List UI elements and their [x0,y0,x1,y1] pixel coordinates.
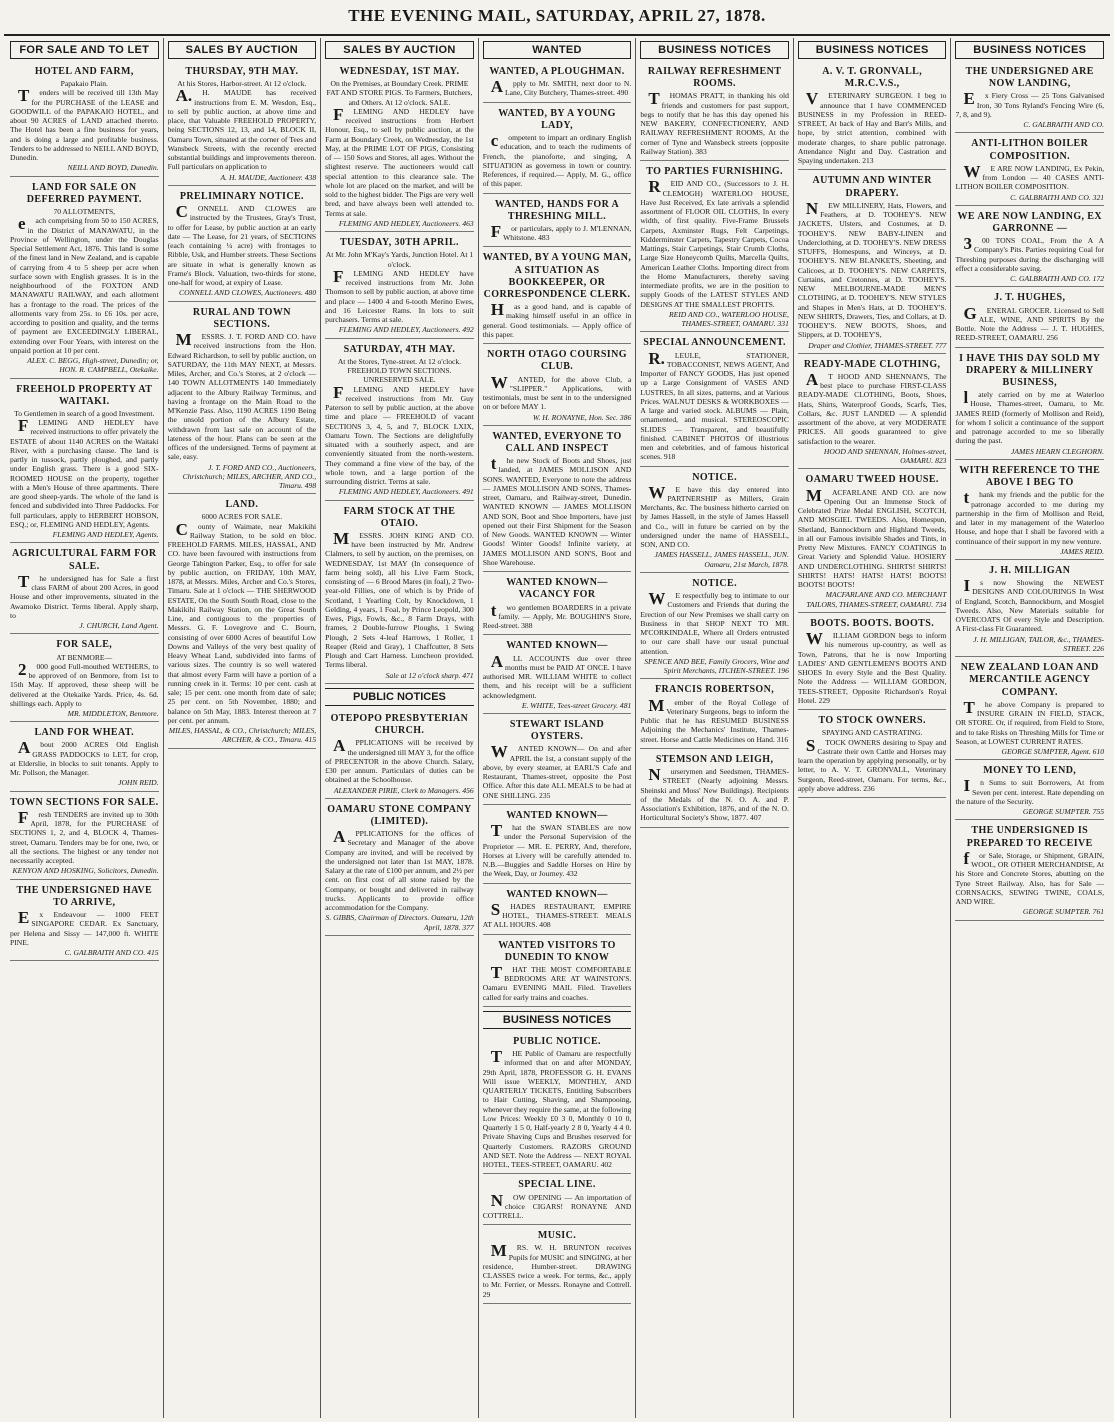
ad-subtitle: 6000 ACRES FOR SALE. [201,512,283,522]
ad-body: 2000 good Full-mouthed WETHERS, to be approved of on Benmore, from 1st to 15th May. If approved, these sheep will be delivered at the Otekaike Yards. Price, 4s. 6d. shillings each. Apply to [10,659,159,708]
ad-title: WANTED KNOWN— [506,640,608,652]
ad-body: That the SWAN STABLES are now under the Personal Supervision of the Proprietor — MR. E. PERRY, And, therefore, Horses at Livery will be carefully attended to. N.B.—Buggies and Saddle Horses on Hire by the Week, Day, or Journey. 432 [482,821,632,879]
advertisement [325,341,474,501]
ad-body: A.H. MAUDE has received instructions from E. M. Wesdon, Esq., to sell by public auction, at above time and place, that Valuable FREEHOLD PROPERTY, being SECTIONS 12, 13, and 14, BLOCK II, Oamaru Town, situated at the corner of Tees and Wansbeck Streets, with the recently erected substantial buildings and improvements thereon. Full particulars on application to [167,86,317,172]
advertisement [168,188,317,302]
ad-signature: MR. MIDDLETON, Benmore. [67,709,159,718]
advertisement [168,63,317,186]
ad-title: NEW ZEALAND LOAN AND MERCANTILE AGENCY COMPANY. [960,662,1099,698]
ad-signature: REID AND CO., WATERLOO HOUSE, THAMES-STREET, OAMARU. 331 [668,309,789,329]
ad-signature: A. H. MAUDE, Auctioneer. 438 [220,172,317,182]
advertisement [798,356,947,470]
advertisement [640,63,789,161]
ad-body: R.LEULE, STATIONER, TOBACCONIST, NEWS AGENT, And Importer of FANCY GOODS, Has just opened up a Large Consignment of VASES AND LUSTRES, In all sizes, patterns, and at Various Prices. WALNUT DESKS & WORKBOXES — A large and varied stock. ALBUMS — Plain, ornamented, and musical. STEREOSCOPIC SLIDES — Transparent, and beautifully finished. CABINET PHOTOS Of illustrious men and celebrities, and of famous historical scenes. 918 [640,348,789,462]
advertisement [483,105,632,194]
ad-title: SATURDAY, 4TH MAY. [343,343,456,355]
ad-body: thank my friends and the public for the patronage accorded to me during my partnership in the firm of Mollison and Reid, and later in my management of the Waterloo House, and hope that I shall be favored with a continuance of their support in my new venture. [955,488,1105,546]
ad-title: J. T. HUGHES, [994,292,1066,304]
advertisement [325,503,474,684]
ad-title: WANTED, EVERYONE TO CALL AND INSPECT [492,430,622,454]
advertisement [640,575,789,679]
ad-signature: GEORGE SUMPTER. 755 [1022,807,1105,817]
ad-signature: KENYON AND HOSKING, Solicitors, Dunedin. [12,866,159,876]
ad-body: REID AND CO., (Successors to J. H. CLEMOGH) WATERLOO HOUSE, Have Just Received, Ex late arrivals a splendid assortment of FLOOR OIL CLOTHS, In every width, of first quality. Five-Frame Brussels Carpets, Axminster Rugs, Felt Carpetings, Kidderminster Carpets, Tapestry Carpets, Cocoa Mattings, Stair Carpetings, Stair Crumb Cloths, Large Size Honeycomb Quilts, Marcella Quilts, American Leather Cloths. Importing direct from the Home Manufacturers, thereby saving intermediate profits, we are in the position to supply Goods of the LATEST STYLES AND DESIGNS AT THE SMALLEST PROFITS. [640,177,789,309]
ad-title: THE UNDERSIGNED ARE NOW LANDING, [965,66,1094,90]
advertisement [168,304,317,495]
ad-title: OAMARU STONE COMPANY (LIMITED). [327,803,472,827]
ad-title: AGRICULTURAL FARM FOR SALE. [12,548,157,572]
ad-body: Apply to Mr. SMITH, next door to N. Lane, City Butchery, Thames-street. 490 [490,77,632,98]
ad-body: GENERAL GROCER. Licensed to Sell ALE, WINE, AND SPIRITS By the Bottle. Note the Address — J. T. HUGHES, REED-STREET, OAMARU. 256 [955,303,1105,343]
ad-title: WE ARE NOW LANDING, EX GARRONNE — [957,210,1102,234]
advertisement [798,712,947,798]
ad-title: THE UNDERSIGNED HAVE TO ARRIVE, [16,884,153,908]
ad-signature: Sale at 12 o'clock sharp. 471 [385,670,474,680]
ad-body: WE respectfully beg to intimate to our Customers and Friends that during the Erection of our New Premises we shall carry on Business in that SHOP NEXT TO MR. M'CORKINDALE, Where all Orders entrusted to our care shall have our usual punctual attention. [640,589,789,656]
ad-body: ALL ACCOUNTS due over three months must be PAID AT ONCE. I have authorised MR. WILLIAM WHITE to collect them, and his receipt will be a sufficient acknowledgment. [482,651,632,700]
advertisement [955,822,1104,920]
advertisement [10,794,159,880]
masthead-rule [4,34,1110,36]
advertisement [640,751,789,828]
ad-signature: C. GALBRAITH AND CO. 415 [64,948,159,957]
column-3 [320,38,478,1418]
ad-body: In Sums to suit Borrowers, At from Seven per cent. interest. Rate depending on the nature of the Security. [955,776,1105,806]
ad-signature: J. CHURCH, Land Agent. [79,621,159,631]
ad-title: TUESDAY, 30TH APRIL. [339,237,459,249]
advertisement [483,1176,632,1225]
advertisement [955,289,1104,347]
ad-signature: C. GALBRAITH AND CO. 321 [1010,192,1105,202]
ad-body: Tenders will be received till 13th May for the PURCHASE of the LEASE and GOODWILL of the PAPAKAIO HOTEL, and about 90 ACRES of LAND attached thereto. The Hotel has been a fine business for years, and is doing a large and profitable business. Tenders to be addressed to NEILL AND BOYD, Dunedin. [10,86,159,163]
column-2 [163,38,321,1418]
ad-title: READY-MADE CLOTHING, [803,358,941,370]
ad-signature: MILES, HASSAL, & CO., Christchurch; MILES, ARCHER, & CO., Timaru. 415 [168,726,317,745]
ad-title: TO PARTIES FURNISHING. [646,166,783,178]
advertisement [325,801,474,936]
advertisement [483,63,632,103]
ad-body: MESSRS. J. T. FORD AND CO. have received instructions from the Hon. Edward Richardson, to sell by public auction, on SATURDAY, the 11th MAY NEXT, at Messrs. Miles, Archer, and Co.'s Stores, at 2 o'clock — 140 TOWN ALLOTMENTS 140 Immediately adjacent to the Albury Railway Terminus, and having a frontage on the Main Road to the M'Kenzie Pass. Also, 1190 ACRES 1190 Being the unsold portion of the Albury Estate, withdrawn from last sale on account of the lateness of the hour. Plans can be seen at the offices of the undersigned. Terms of payment at sale, easy. [167,330,317,462]
ad-title: STEWART ISLAND OYSTERS. [509,719,605,743]
ad-signature: NEILL AND BOYD, Dunedin. [67,163,159,173]
ad-body: two gentlemen BOARDERS in a private family. — Apply, Mr. BOUGHIN'S Store, Reed-street. 388 [482,600,632,631]
advertisement [483,886,632,935]
column-4 [478,38,636,1418]
masthead: THE EVENING MAIL, SATURDAY, APRIL 27, 1878. [348,6,766,25]
ad-body: Is now Showing the NEWEST DESIGNS AND COLOURINGS In West of England, Scotch, Bannockburn, and Mosgiel Tweeds. Also, New Materials suitable for OVERCOATS Of every Style and Description. A First-class Fit Guaranteed. [955,576,1105,634]
ad-body: County of Waimate, near Makikihi Railway Station, to be sold en bloc. FREEHOLD FARMS. MILES, HASSAL, AND CO. have been favoured with instructions from George Tabington Parker, Esq., to offer for sale by public auction, on FRIDAY, 10th MAY, 1878, at Messrs. Miles, Archer and Co.'s Stores, Timaru. Sale at 1 o'clock — THE SHERWOOD ESTATE, On the South South Road, close to the Makikihi Railway Station, on the Great South Line, and contiguous to the properties of Messrs. G. F. Lovegrove and C. Bourn, consisting of over 6000 Acres of beautiful Low Downs and Valleys of the very best quality of Heavy Wheat Land, subdivided into farms of various sizes. The country is so well watered that almost every Farm will have a portion of a running creek in it. Terms: 10 per cent. cash at sale; 15 per cent. one month from date of sale; 25 per cent. on 5th November, 1880; and balance on 5th May, 1883. Interest thereon at 7 per cent. per annum. [167,519,317,725]
ad-title: WITH REFERENCE TO THE ABOVE I BEG TO [959,464,1101,489]
ad-body: About 2000 ACRES Old English GRASS PADDOCKS to LET, for crop, at Elderslie, in blocks to suit tenants. Apply to Mr. Pollson, the Manager. [10,738,159,778]
ad-body: The undersigned has for Sale a first class FARM of about 200 Acres, in good House and other improvements, situated in the Awamoko District. Terms liberal. Apply sharp, to [10,571,159,620]
ad-title: SPECIAL LINE. [518,1179,596,1191]
ad-body: Fresh TENDERS are invited up to 30th April, 1878, for the PURCHASE of SECTIONS 1, 2, and 4, BLOCK 4, Thames-street, Oamaru. Tenders may be for one, two, or all the sections. The highest or any tender not necessarily accepted. [10,807,159,866]
ad-title: OTEPOPO PRESBYTERIAN CHURCH. [330,712,469,737]
ad-body: competent to impart an ordinary English education, and to teach the rudiments of French, the pianoforte, and singing, A SITUATION as governess in town or country. References, if required.— Apply, M. G., office of this paper. [482,131,632,189]
ad-body: Ex Endeavour — 1000 FEET SINGAPORE CEDAR. Ex Sanctuary, per Helena and Sissy — 147,000 ft. WHITE PINE. [10,908,159,947]
ad-body: THOMAS PRATT, in thanking his old friends and customers for past support, begs to notify that he has this day opened his NEW BAKERY, CONFECTIONERY, AND RAILWAY REFRESHMENT ROOMS, At the corner of Tyne and Wansbeck streets (opposite Railway Station). 383 [640,89,789,156]
column-1 [6,38,163,1418]
ad-title: THE UNDERSIGNED IS PREPARED TO RECEIVE [966,825,1093,849]
ad-title: I HAVE THIS DAY SOLD MY DRAPERY & MILLINERY BUSINESS, [959,352,1101,388]
column-heading: BUSINESS NOTICES [955,41,1104,59]
advertisement [483,249,632,344]
ad-subtitle: At his Stores, Harbor-street. At 12 o'clock. [177,79,307,89]
ad-title: J. H. MILLIGAN [989,565,1071,576]
ad-title: WANTED KNOWN—VACANCY FOR [506,577,608,601]
advertisement [10,724,159,791]
ad-signature: CONNELL AND CLOWES, Auctioneers. 480 [179,288,317,298]
ad-title: TOWN SECTIONS FOR SALE. [10,796,159,808]
advertisement [798,63,947,170]
ad-body: WE ARE NOW LANDING, Ex Pekin, from London — 40 CASES ANTI-LITHON BOILER COMPOSITION. [955,161,1105,192]
column-5 [635,38,793,1418]
advertisement [10,381,159,544]
ad-title: RURAL AND TOWN SECTIONS. [192,306,291,330]
ad-title: BOOTS. BOOTS. BOOTS. [810,617,935,629]
ad-title: WANTED, A PLOUGHMAN. [489,66,625,77]
ad-title: LAND. [225,499,259,511]
ad-signature: JAMES HEARN CLEGHORN. [1011,446,1105,456]
advertisement [483,637,632,714]
advertisement [483,1227,632,1304]
advertisement [955,762,1104,820]
ad-signature: C. GALBRAITH AND CO. 172 [1010,274,1105,284]
column-heading: WANTED [483,41,632,59]
ad-signature: JOHN REID. [118,778,159,788]
ad-body: WE have this day entered into PARTNERSHIP as Millers, Grain Merchants, &c. The business hitherto carried on by James Hassell, in the style of James Hassell and Co., will in future be carried on by the undersigned under the name of HASSELL, SON, AND CO. [640,482,789,550]
advertisement [955,63,1104,133]
ad-title: NOTICE. [692,471,737,483]
ad-body: AT HOOD AND SHENNAN'S, The best place to purchase FIRST-CLASS READY-MADE CLOTHING, Boots, Shoes, Hats, Shirts, Waterproof Goods, Scarfs, Ties, Collars, &c. JUST LANDED — A splendid assortment of the above, at very MODERATE PRICES. All goods guaranteed to give satisfaction to the wearer. [797,369,947,446]
ad-body: WILLIAM GORDON begs to inform his numerous up-country, as well as Town, Patrons, that he is now Importing LADIES' AND GENTLEMEN'S BOOTS AND SHOES In every Style and the Best Quality. Note the Address — WILLIAM GORDON, TEES-STREET, Opposite Richardson's Royal Hotel. 229 [797,629,947,705]
ad-title: FRANCIS ROBERTSON, [655,684,775,696]
ad-subtitle: 70 ALLOTMENTS, [53,207,116,217]
ad-title: WANTED, BY A YOUNG LADY, [498,107,616,131]
ad-body: the new Stock of Boots and Shoes, just landed, at JAMES MOLLISON AND SONS. WANTED, Everyone to note the address — JAMES MOLLISON AND SONS, Thames-street, Oamaru, and Railway-street, Dunedin. WANTED KNOWN — JAMES MOLLISON AND SON, Boot and Shoe Importers, have just opened out their First Shipment for the Season of New Goods. WANTED KNOWN — Winter Goods! Winter Goods! Infinite variety, at JAMES MOLLISON AND SON'S, Boot and Shoe Warehouse. [482,454,632,567]
ad-body: for Sale, Storage, or Shipment, GRAIN, WOOL, OR OTHER MERCHANDISE, At his Store and Concrete Stores, abutting on the Tyne Street Railway. Also, has for Sale — CORNSACKS, SEWING TWINE, COALS, AND WIRE. [955,848,1105,907]
ad-signature: SPENCE AND BEE, Family Grocers, Wine and Spirit Merchants, ITCHEN-STREET. 196 [644,656,789,676]
ad-subtitle: At Mr. John M'Kay's Yards, Junction Hotel. At 1 o'clock. [325,250,474,269]
ad-body: THAT THE MOST COMFORTABLE BEDROOMS ARE AT WAINSTON'S. Oamaru EVENING MAIL Filed. Travellers called for early trains and coaches. [482,962,632,1002]
advertisement [483,716,632,805]
column-heading: BUSINESS NOTICES [798,41,947,59]
ad-signature: S. GIBBS, Chairman of Directors. Oamaru, 12th April, 1878. 377 [325,913,474,932]
ad-title: NORTH OTAGO COURSING CLUB. [487,349,627,373]
ad-body: STOCK OWNERS desiring to Spay and Castrate their own Cattle and Horses may learn the operation by applying personally, or by letter, to A. V. T. GRONVALL, Veterinary Surgeon, Reed-street, Oamaru. For terms, &c., apply above address. 236 [797,735,947,793]
ad-body: WANTED, for the above Club, a "SLIPPER." Applications, with testimonials, must be sent in to the undersigned on or before MAY 1. [482,372,632,412]
ad-body: Member of the Royal College of Veterinary Surgeons, begs to inform the Public that he has RESUMED BUSINESS Adjoining the Mechanics' Institute, Thames-street. Horse and Cattle Medicines on Hand. 316 [640,695,789,744]
column-heading: BUSINESS NOTICES [640,41,789,59]
advertisement [10,63,159,177]
advertisement [483,428,632,572]
ad-title: SPECIAL ANNOUNCEMENT. [643,337,786,349]
ad-signature: FLEMING AND HEDLEY, Agents. [52,530,159,540]
ad-body: Nurserymen and Seedsmen, THAMES-STREET (Nearly adjoining Messrs. Sheinski and Moss' New Buildings). Recipients of the Medals of the N. O. A. and P. Association's Exhibition, 1876, and of the N. O. Horticultural Society's Show, 1877. 407 [640,765,789,823]
ad-body: CONNELL AND CLOWES are instructed by the Trustees, Gray's Trust, to offer for Lease, by public auction at an early date — The Lease, for 21 years, of SECTIONS (each containing ¼ acre) with frontages to Ribble, Usk, and Humber streets. These Sections are situate in what is generally known as Frame's Block. Valuation, two-thirds for stone, one-half for wood, at expiry of Lease. [167,202,317,288]
ad-signature: JAMES REID. [1060,546,1105,556]
advertisement [483,574,632,635]
ad-body: Has a good hand, and is capable of making himself useful in an office in general. Good testimonials. — Apply office of this paper. [482,300,632,339]
ad-body: MACFARLANE AND CO. are now Opening Out an Immense Stock of Celebrated Prize Medal ENGLISH, SCOTCH, AND MOSGIEL TWEEDS. Also, Homespun, Shetland, Bannockburn and Highland Tweeds, in all our Famous invisible Shades and Tints, in Pretty New Mixtures. FANCY COATINGS In Great Variety and Splendid Value. HOSIERY AND UNDERCLOTHING. SHIRTS! SHIRTS! SHIRTS! HATS! HATS! HATS! BOOTS! BOOTS! BOOTS! [797,485,947,590]
ad-title: WANTED KNOWN— [506,888,608,900]
advertisement [955,135,1104,205]
advertisement [10,636,159,722]
ad-title: OAMARU TWEED HOUSE. [805,474,939,486]
ad-title: LAND FOR WHEAT. [34,727,135,739]
ad-title: WANTED, BY A YOUNG MAN, A SITUATION AS BOOKKEEPER, OR CORRESPONDENCE CLERK. [482,252,632,300]
ad-body: APPLICATIONS will be received by the undersigned till MAY 3, for the office of PRECENTOR in the above Church. Salary, £30 per annum. Particulars of duties can be obtained at the Schoolhouse. [325,736,474,785]
ad-subtitle: AT BENMORE— [56,652,113,662]
ad-signature: ALEXANDER PIRIE, Clerk to Managers. 456 [333,785,474,795]
ad-body: FLEMING AND HEDLEY have received instructions from Mr. John Thomson to sell by public auction, at above time and place — 1400 4 and 6-tooth Merino Ewes, and 16 Leicester Rams. In lots to suit purchasers. Terms at sale. [325,266,474,325]
ad-body: The above Company is prepared to INSURE GRAIN IN FIELD, STACK, OR STORE. Or, if required, from Field to Store, and to take Risks on Threshing Mills for Time or Season, at LOWEST CURRENT RATES. [955,697,1105,746]
ad-subtitle: To Gentlemen in search of a good Investment. [14,408,155,418]
ad-body: lately carried on by me at Waterloo House, Thames-street, Oamaru, to Mr. JAMES REID (formerly of Mollison and Reid), for whom I solicit a continuance of the support and patronage accorded to me so liberally during the past. [955,388,1105,446]
ad-title: TO STOCK OWNERS. [818,715,926,727]
ad-body: 300 TONS COAL, From the A A Company's Pits. Parties requiring Coal for Threshing purposes during the discharging will effect a considerable saving. [955,234,1105,273]
columns [6,38,1108,1418]
ad-title: MUSIC. [537,1230,577,1242]
ad-title: NOTICE. [692,577,737,589]
ad-title: RAILWAY REFRESHMENT ROOMS. [647,66,782,90]
ad-subtitle: SPAYING AND CASTRATING. [821,728,923,738]
ad-title: AUTUMN AND WINTER DRAPERY. [812,175,932,199]
advertisement [325,63,474,232]
advertisement [325,710,474,799]
ad-body: SHADES RESTAURANT, EMPIRE HOTEL, THAMES-STREET. MEALS AT ALL HOURS. 408 [482,899,632,930]
ad-signature: FLEMING AND HEDLEY, Auctioneers. 463 [338,218,474,228]
ad-signature: GEORGE SUMPTER. 761 [1022,907,1105,917]
advertisement [640,681,789,748]
ad-body: each comprising from 50 to 150 ACRES, in the District of MANAWATU, in the Province of Wellington, under the Douglas Special Settlement Act, 1876. This land is some of the finest land in New Zealand, and is capable of carrying from 4 to 5 sheep per acre when surface sown with English grasses. It is in the neighbourhood of the FOXTON AND MANAWATU RAILWAY, and each allotment has a frontage to the road. The prices of the allotments vary from 25s. to £6 10s. per acre, according to position and quality, and the terms of payment are EXCEEDINGLY LIBERAL, extending over Four Years, with interest on the unpaid portion at 10 per cent. [10,214,159,355]
advertisement [955,462,1104,560]
advertisement [483,196,632,248]
column-heading: SALES BY AUCTION [168,41,317,59]
ad-body: WANTED KNOWN— On and after APRIL the 1st, a constant supply of the above, by every steamer, at EARL'S Cafe and Restaurant, Thames-street, opposite the Post Office. After this date ALL MEALS to be had at ONE SHILLING. 235 [482,742,632,800]
ad-body: MESSRS. JOHN KING AND CO. have been instructed by Mr. Andrew Clalmers, to sell by auction, on the premises, on WEDNESDAY, 1st MAY (In consequence of farm being sold), all his Live Farm Stock, consisting of — 6 Brood Mares (in foal), 2 Two-year-old Fillies, one of which is by Pride of Scotland, 1 Yearling Colt, by Knockdown, 1 Gelding, 4 years, 1 Foal, by Prince Leopold, 300 Ewes, Pigs, Fowls, &c., 8 Farm Drays, with frames, 2 Double-furrow Ploughs, 1 Swing Plough, 2 Sets 4-leaf Harrows, 1 Roller, 1 Reaper (Reid and Gray), 1 Chaffcutter, 8 Sets Plough and Cart Harness. Luncheon provided. Terms liberal. [325,528,474,670]
ad-body: For particulars, apply to J. M'LENNAN, Whitstone. 483 [490,221,632,243]
ad-body: FLEMING AND HEDLEY have received instructions from Mr. Guy Paterson to sell by public auction, at the above time and place — FREEHOLD of vacant SECTIONS 3, 4, 5, and 7, BLOCK LXIX, Oamaru Town. The Sections are delightfully situated with a southerly aspect, and are conveniently situated from the north-western. They command a fine view of the bay, of the whole town, and a large portion of the surrounding district. Terms at sale. [325,382,474,487]
column-heading: SALES BY AUCTION [325,41,474,59]
ad-signature: J. T. FORD AND CO., Auctioneers, Christchurch; MILES, ARCHER, AND CO., Timaru. 498 [182,462,317,490]
advertisement [10,179,159,379]
advertisement [483,937,632,1007]
ad-title: FARM STOCK AT THE OTAIO. [343,505,456,529]
advertisement [798,172,947,353]
advertisement [483,807,632,884]
advertisement [325,234,474,338]
ad-body: VETERINARY SURGEON. I beg to announce that I have COMMENCED BUSINESS in my Profession in REED-STREET, At back of Hay and Barr's Mills, and hope, by strict attention, combined with moderate charges, to share public patronage. Attendance Night and Day. Castration and Spaying undertaken. 213 [797,89,947,166]
advertisement [483,1033,632,1174]
advertisement [640,163,789,332]
ad-signature: FLEMING AND HEDLEY, Auctioneers. 491 [338,487,474,497]
ad-body: Ex Fiery Cross — 25 Tons Galvanised Iron, 30 Tons Ryland's Fencing Wire (6, 7, 8, and 9). [955,89,1105,119]
section-heading: BUSINESS NOTICES [483,1011,632,1029]
ad-signature: FLEMING AND HEDLEY, Auctioneers. 492 [338,325,474,335]
advertisement [955,562,1104,657]
ad-body: THE Public of Oamaru are respectfully informed that on and after MONDAY, 29th April, 1878, PROFESSOR G. H. EVANS Will issue WEEKLY, MONTHLY, AND QUARTERLY TICKETS, Entitling Subscribers to Hair Cutting, Shaving, and Shampooing, whenever they require the same, at the following Low Prices: Weekly £0 3 0, Monthly 0 10 0, Quarterly 1 5 0, Half-yearly 2 8 0, Yearly 4 4 0. Private Shaving Cups and Brushes reserved for Quarterly Customers. RAZORS GROUND AND SET. Note the Address — NEXT ROYAL HOTEL, TEES-STREET, OAMARU. 402 [482,1047,632,1170]
ad-signature: Draper and Clothier, THAMES-STREET. 777 [808,340,947,350]
ad-subtitle: On the Premises, at Boundary Creek. PRIME FAT AND STORE PIGS. To Farmers, Butchers, and Others. At 12 o'clock. SALE. [326,79,473,107]
advertisement [168,496,317,748]
advertisement [955,208,1104,288]
ad-title: ANTI-LITHON BOILER COMPOSITION. [971,138,1089,162]
ad-title: WEDNESDAY, 1ST MAY. [339,66,460,77]
ad-title: FOR SALE, [56,639,113,651]
ad-body: APPLICATIONS for the offices of Secretary and Manager of the above Company are invited, and will be received by the undersigned not later than 1st MAY, 1878. Salary at the rate of £100 per annum, and 2½ per cent. on first cost of all stone raised by the Company, or bought and delivered in railway trucks. Applicants to provide office accommodation for the Company. [325,827,474,913]
ad-signature: JAMES HASSELL, JAMES HASSELL, JUN. Oamaru, 21st March, 1878. [654,550,789,569]
advertisement [955,350,1104,460]
ad-signature: ALEX. C. BEGG, High-street, Dunedin; or, HON. R. CAMPBELL, Otekaike. [27,356,159,375]
advertisement [640,469,789,573]
advertisement [798,471,947,612]
ad-body: NEW MILLINERY, Hats, Flowers, and Feathers, at D. TOOHEY'S. NEW JACKETS, Ulsters, and Costumes, at D. TOOHEY'S. NEW BABY-LINEN and Underclothing, at D. TOOHEY'S. NEW DRESS STUFFS, Homespuns, and Winceys, at D. TOOHEY'S. NEW BLANKETS, Sheeting, and Calicoes, at D. TOOHEY'S. NEW CARPETS, Curtains, and Cretonnes, at D. TOOHEY'S. NEW MELBOURNE-MADE MEN'S CLOTHING, at D. TOOHEY'S. NEW STYLES and Shapes in Men's Hats, at D. TOOHEY'S. NEW SHIRTS, Drawers, Ties, and Collars, at D. TOOHEY'S. NEW BOOTS, Shoes, and Slippers, at D. TOOHEY'S, [797,198,947,340]
advertisement [10,545,159,634]
ad-title: MONEY TO LEND, [983,765,1077,777]
ad-signature: MACFARLANE AND CO. MERCHANT TAILORS, THAMES-STREET, OAMARU. 734 [806,590,947,609]
advertisement [10,882,159,962]
ad-body: NOW OPENING — An importation of choice CIGARS! RONAYNE AND COTTRELL. [482,1190,632,1220]
ad-title: STEMSON AND LEIGH, [655,753,774,765]
advertisement [955,659,1104,760]
advertisement [483,346,632,426]
ad-title: LAND FOR SALE ON DEFERRED PAYMENT. [26,181,142,205]
column-heading: FOR SALE AND TO LET [10,41,159,59]
ad-subtitle: At the Stores, Tyne-street. At 12 o'clock. FREEHOLD TOWN SECTIONS. UNRESERVED SALE. [337,356,462,385]
ad-signature: W. H. RONAYNE, Hon. Sec. 386 [532,412,632,422]
ad-signature: HOOD AND SHENNAN, Holmes-street, OAMARU. 823 [823,446,947,466]
ad-signature: E. WHITE, Tees-street Grocery. 481 [521,700,632,710]
ad-title: FREEHOLD PROPERTY AT WAITAKI. [16,383,153,407]
ad-signature: J. H. MILLIGAN, TAILOR, &c., THAMES-STREET. 226 [973,634,1105,653]
ad-title: THURSDAY, 9TH MAY. [185,66,299,77]
ad-body: FLEMING AND HEDLEY have received instructions from Herbert Honour, Esq., to sell by public auction, at the Farm at Boundary Creek, on Wednesday, the 1st May, at the PRIME LOT OF PIGS, Consisting of — 150 Sows and Stores, all ages. Without the slightest reserve. The auctioneers would call special attention to this clearance sale. The whole lot are placed on the market, and will be sold to the highest bidder. The Pigs are very well bred, and have always been well attended to. Terms at sale. [325,104,474,218]
ad-body: MRS. W. H. BRUNTON receives Pupils for MUSIC and SINGING, at her residence, Humber-street. DRAWING CLASSES twice a week. For terms, &c., apply to Mr. Ferrier, or Messrs. Ronayne and Cottrell. 29 [482,1241,632,1299]
ad-title: HOTEL AND FARM, [34,66,134,77]
advertisement [640,334,789,466]
advertisement [798,615,947,710]
ad-title: WANTED VISITORS TO DUNEDIN TO KNOW [498,939,616,963]
ad-title: PRELIMINARY NOTICE. [179,190,304,202]
column-7 [950,38,1108,1418]
ad-body: FLEMING AND HEDLEY have received instructions to offer privately the ESTATE of about 1140 ACRES on the Waitaki River, with a purchasing clause. The land is partly in tussock, partly ploughed, and partly under English grass. There is a good SIX-ROOMED HOUSE on the property, together with a Men's House of three apartments. There are good sheep-yards. The whole of the land is fenced and subdivided into Three Paddocks. For full particulars, apply to HERBERT HOBSON, ESQ.; or, FLEMING AND HEDLEY, Agents. [10,416,159,529]
ad-signature: C. GALBRAITH AND CO. [1023,120,1105,130]
section-heading: PUBLIC NOTICES [325,688,474,706]
ad-title: PUBLIC NOTICE. [513,1035,601,1047]
ad-subtitle: Papakaio Plain. [60,79,108,89]
ad-title: A. V. T. GRONVALL, M.R.C.V.S., [822,66,923,90]
ad-title: WANTED KNOWN— [506,809,608,821]
ad-title: WANTED, HANDS FOR A THRESHING MILL. [494,198,620,222]
column-6 [793,38,951,1418]
ad-signature: GEORGE SUMPTER, Agent. 610 [1001,747,1105,756]
